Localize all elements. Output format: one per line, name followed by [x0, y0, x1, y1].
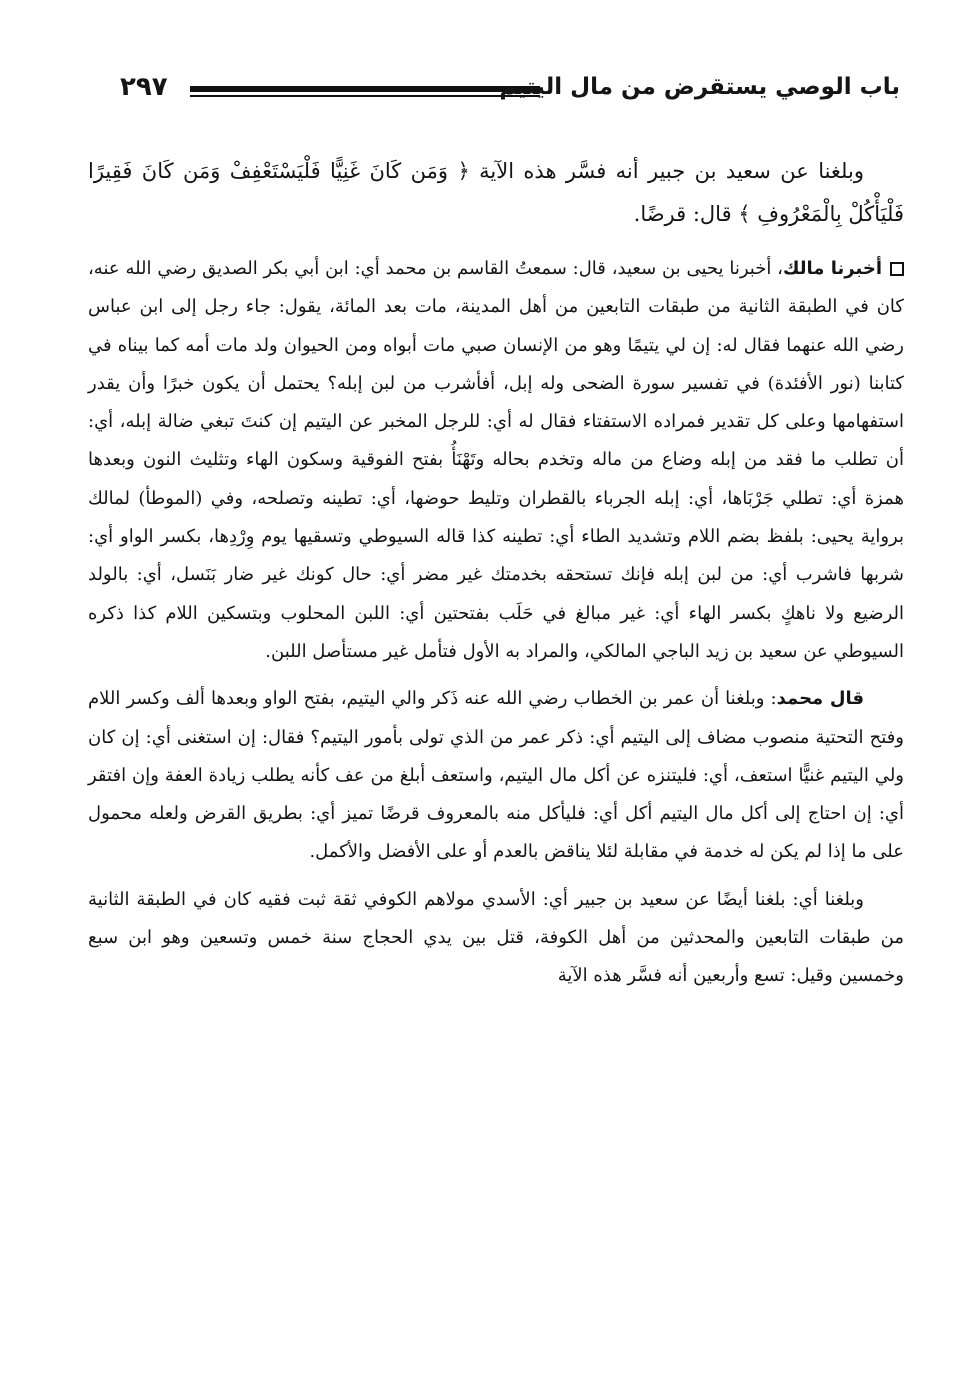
malik-lead: أخبرنا مالك	[783, 258, 882, 279]
malik-text: ، أخبرنا يحيى بن سعيد، قال: سمعتُ القاسم بن محمد أي: ابن أبي بكر الصديق رضي الله عنه، كان في الطبقة الثانية من طبقات التابعين من أهل المدينة، مات بعد المائة، يقول: جاء رجل إلى ابن عباس رضي الله عنهما فقال له: إن لي يتيمًا وهو من الإنسان صبي مات أبواه ومن الحيوان ولد مات أمه كما بيناه في كتابنا (نور الأفئدة) في تفسير سورة الضحى وله إبل، أفأشرب من لبن إبله؟ يحتمل أن يكون خبرًا وأن يقدر استفهامها وعلى كل تقدير فمراده الاستفتاء فقال له أي: للرجل المخبر عن اليتيم إن كنتَ تبغي ضالة إبله، أي: أن تطلب ما فقد من إبله وضاع من ماله وتخدم بحاله وتَهْنَأُ بفتح الفوقية وسكون الهاء وتثليث النون وبعدها همزة أي: تطلي جَرْبَاها، أي: إبله الجرباء بالقطران وتليط حوضها، أي: تطينه وتصلحه، وفي (الموطأ) لمالك برواية يحيى: بلفظ بضم اللام وتشديد الطاء أي: تطينه كذا قاله السيوطي وتسقيها يوم وِرْدِها، بكسر الواو أي: شربها فاشرب أي: من لبن إبله فإنك تستحقه بخدمتك غير مضر أي: حال كونك غير ضار بَنَسل، أي: بالولد الرضيع ولا ناهكٍ بكسر الهاء أي: غير مبالغ في حَلَب بفتحتين أي: اللبن المحلوب وبتسكين اللام كذا ذكره السيوطي عن سعيد بن زيد الباجي المالكي، والمراد به الأول فتأمل غير مستأصل اللبن.	[88, 258, 904, 662]
page-body	[88, 150, 904, 1005]
page-header	[92, 72, 900, 112]
muhammad-text: : وبلغنا أن عمر بن الخطاب رضي الله عنه ذَكر والي اليتيم، بفتح الواو وبعدها ألف وكسر اللام وفتح التحتية منصوب مضاف إلى اليتيم أي: ذكر عمر من الذي تولى بأمور اليتيم؟ فقال: إن استغنى أي: إن كان ولي اليتيم غنيًّا استعف، أي: فليتنزه عن أكل مال اليتيم، واستعف أبلغ من عف كأنه يطلب زيادة العفة وإن افتقر أي: إن احتاج إلى أكل مال اليتيم أكل أي: فليأكل منه بالمعروف قرضًا تميز أي: بطريق القرض ولعله محمول على ما إذا لم يكن له خدمة في مقابلة لئلا يناقض بالعدم أو على الأفضل والأكمل.	[88, 688, 904, 863]
intro-paragraph: وبلغنا عن سعيد بن جبير أنه فسَّر هذه الآية ﴿ وَمَن كَانَ غَنِيًّا فَلْيَسْتَعْفِفْ وَمَن كَانَ فَقِيرًا فَلْيَأْكُلْ بِالْمَعْرُوفِ ﴾ قال: قرضًا.	[88, 159, 904, 226]
final-paragraph: وبلغنا أي: بلغنا أيضًا عن سعيد بن جبير أي: الأسدي مولاهم الكوفي ثقة ثبت فقيه كان في الطبقة الثانية من طبقات التابعين والمحدثين من أهل الكوفة، قتل بين يدي الحجاج سنة خمس وتسعين وهو ابن سبع وخمسين وقيل: تسع وأربعين أنه فسَّر هذه الآية	[88, 888, 904, 987]
malik-paragraph	[88, 250, 904, 671]
header-divider	[190, 86, 540, 97]
page-number: ٢٩٧	[120, 72, 168, 102]
chapter-title: باب الوصي يستقرض من مال اليتيم	[499, 74, 900, 100]
section-marker-square	[890, 262, 904, 276]
muhammad-lead: قال محمد	[776, 688, 864, 710]
muhammad-paragraph	[88, 680, 904, 871]
